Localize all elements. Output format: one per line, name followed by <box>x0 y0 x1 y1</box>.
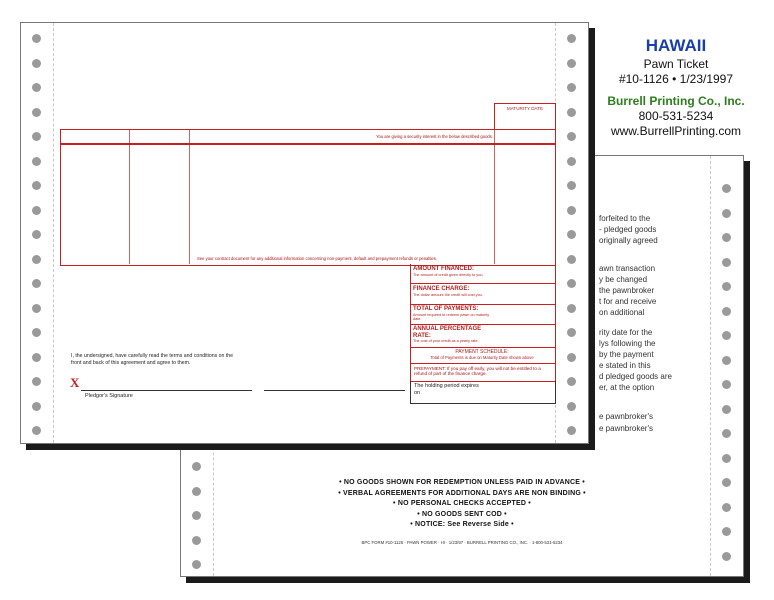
tractor-feed-hole <box>567 206 576 215</box>
table-header-divider <box>60 143 555 145</box>
tractor-feed-hole <box>722 331 731 340</box>
tractor-feed-hole <box>32 328 41 337</box>
company-name: Burrell Printing Co., Inc. <box>607 94 745 108</box>
tractor-feed-hole <box>32 279 41 288</box>
tractor-feed-hole <box>722 478 731 487</box>
row-divider <box>410 347 556 348</box>
tractor-feed-hole <box>722 527 731 536</box>
tractor-feed-hole <box>567 157 576 166</box>
amount-financed-field[interactable] <box>413 266 493 277</box>
tractor-feed-hole <box>722 356 731 365</box>
security-interest-text: You are giving a security interest in the below described goods. <box>376 134 493 139</box>
signature-x-mark: X <box>70 375 80 390</box>
terms-line: by the payment <box>599 350 654 359</box>
tractor-feed-hole <box>722 258 731 267</box>
tractor-feed-hole <box>32 59 41 68</box>
tractor-feed-hole <box>567 279 576 288</box>
column-divider <box>129 130 130 264</box>
tractor-feed-hole <box>32 255 41 264</box>
tractor-feed-hole <box>567 426 576 435</box>
tractor-feed-hole <box>32 377 41 386</box>
tractor-feed-hole <box>567 304 576 313</box>
agreement-statement: I, the undersigned, have carefully read the terms and conditions on the front and back of this agreement and agree to them. <box>71 353 234 366</box>
field-title: FINANCE CHARGE: <box>413 286 470 292</box>
tractor-feed-hole <box>32 206 41 215</box>
tractor-feed-hole <box>567 328 576 337</box>
tractor-feed-hole <box>722 380 731 389</box>
tractor-feed-hole <box>32 34 41 43</box>
tractor-feed-hole <box>32 353 41 362</box>
total-of-payments-field[interactable] <box>413 306 493 321</box>
terms-line: on additional <box>599 308 645 317</box>
notice-block <box>241 478 683 531</box>
left-tractor-strip <box>21 23 54 443</box>
terms-line: originally agreed <box>599 236 658 245</box>
notice-line: • NO GOODS SHOWN FOR REDEMPTION UNLESS PAID IN ADVANCE • <box>339 479 585 486</box>
tractor-feed-hole <box>567 230 576 239</box>
contract-note: See your contract document for any additional information concerning non-payment, default and prepayment refunds or penalties. <box>197 256 437 261</box>
tractor-feed-hole <box>722 454 731 463</box>
tractor-feed-hole <box>192 511 201 520</box>
terms-line: y be changed <box>599 275 648 284</box>
row-divider <box>410 304 556 305</box>
field-desc: The amount of credit given directly to you. <box>413 272 484 277</box>
tractor-feed-hole <box>722 307 731 316</box>
terms-line: - pledged goods <box>599 225 657 234</box>
tractor-feed-hole <box>32 83 41 92</box>
field-desc: Amount required to redeem pawn on maturity date. <box>413 312 490 321</box>
field-title: AMOUNT FINANCED: <box>413 266 474 272</box>
tractor-feed-hole <box>192 560 201 569</box>
terms-line: the pawnbroker <box>599 286 655 295</box>
terms-line: t for and receive <box>599 297 657 306</box>
tractor-feed-hole <box>567 377 576 386</box>
terms-line: forfeited to the <box>599 214 651 223</box>
tractor-feed-hole <box>32 157 41 166</box>
field-desc: The cost of your credit as a yearly rate. <box>413 339 479 343</box>
terms-line: er, at the option <box>599 383 655 392</box>
terms-line: awn transaction <box>599 264 656 273</box>
field-title: ANNUAL PERCENTAGE RATE: <box>413 326 482 339</box>
field-title: TOTAL OF PAYMENTS: <box>413 306 479 312</box>
pledgor-signature-label: Pledgor's Signature <box>85 393 133 399</box>
notice-line: • NO GOODS SENT COD • <box>417 510 507 518</box>
finance-charge-field[interactable] <box>413 286 493 297</box>
tractor-feed-hole <box>32 108 41 117</box>
tractor-feed-hole <box>722 405 731 414</box>
row-divider <box>410 283 556 284</box>
tractor-feed-hole <box>567 402 576 411</box>
tractor-feed-hole <box>32 230 41 239</box>
tractor-feed-hole <box>722 233 731 242</box>
field-desc: The dollar amount the credit will cost you. <box>413 292 483 297</box>
tractor-feed-hole <box>32 402 41 411</box>
payment-schedule-text: Total of Payments is due on Maturity Date shown above <box>430 355 534 360</box>
tractor-feed-hole <box>722 184 731 193</box>
form-number: #10-1126 • 1/23/1997 <box>618 72 734 86</box>
tractor-feed-hole <box>722 429 731 438</box>
tractor-feed-hole <box>722 503 731 512</box>
notice-line: • NOTICE: See Reverse Side • <box>410 521 514 528</box>
column-divider <box>189 130 190 264</box>
terms-line: e pawnbroker's <box>599 424 653 433</box>
holding-period-box[interactable] <box>410 381 556 404</box>
tractor-feed-hole <box>32 181 41 190</box>
holding-period-label: The holding period expires on <box>414 383 479 396</box>
tractor-feed-hole <box>567 353 576 362</box>
tractor-feed-hole <box>32 132 41 141</box>
tractor-feed-hole <box>722 282 731 291</box>
tractor-feed-hole <box>722 552 731 561</box>
tractor-feed-hole <box>567 181 576 190</box>
terms-line: rity date for the <box>599 328 653 337</box>
tractor-feed-hole <box>567 108 576 117</box>
terms-line: e pawnbroker's <box>599 412 653 421</box>
tractor-feed-hole <box>567 132 576 141</box>
tractor-feed-hole <box>192 487 201 496</box>
right-tractor-strip <box>710 156 743 576</box>
pledgor-signature-line[interactable] <box>81 390 252 391</box>
tractor-feed-hole <box>567 34 576 43</box>
right-tractor-strip <box>555 23 588 443</box>
terms-line: lys following the <box>599 339 656 348</box>
tractor-feed-hole <box>722 209 731 218</box>
tractor-feed-hole <box>567 83 576 92</box>
goods-description-table[interactable] <box>60 129 556 266</box>
form-type: Pawn Ticket <box>643 57 709 71</box>
tractor-feed-hole <box>567 255 576 264</box>
second-signature-line[interactable] <box>264 390 405 391</box>
company-website[interactable]: www.BurrellPrinting.com <box>610 124 742 138</box>
tractor-feed-hole <box>192 536 201 545</box>
prepayment-text: PREPAYMENT: If you pay off early, you will not be entitled to a refund of part of the finance charge. <box>414 366 541 376</box>
front-sheet <box>20 22 589 444</box>
tractor-feed-hole <box>32 304 41 313</box>
state-title: HAWAII <box>645 36 707 55</box>
form-footer: BPC FORM #10-1126 · PAWN POWER · HI · 1/23/97 · BURRELL PRINTING CO., INC. · 1-800-531-5234 <box>361 540 563 545</box>
maturity-date-box[interactable] <box>494 103 556 130</box>
row-divider <box>410 324 556 325</box>
payment-schedule-title: PAYMENT SCHEDULE: <box>455 349 509 355</box>
notice-line: • NO PERSONAL CHECKS ACCEPTED • <box>393 500 531 507</box>
tractor-feed-hole <box>192 462 201 471</box>
payment-schedule <box>411 349 553 360</box>
disclosure-box <box>410 264 556 382</box>
maturity-date-label: MATURITY DATE <box>506 106 544 111</box>
terms-line: d pledged goods are <box>599 372 672 381</box>
annual-percentage-rate-field[interactable] <box>413 326 493 343</box>
tractor-feed-hole <box>32 426 41 435</box>
tractor-feed-hole <box>567 59 576 68</box>
column-divider <box>494 130 495 264</box>
row-divider <box>410 363 556 364</box>
notice-line: • VERBAL AGREEMENTS FOR ADDITIONAL DAYS ARE NON BINDING • <box>338 489 586 497</box>
terms-line: e stated in this <box>599 361 651 370</box>
company-phone: 800-531-5234 <box>638 109 714 123</box>
